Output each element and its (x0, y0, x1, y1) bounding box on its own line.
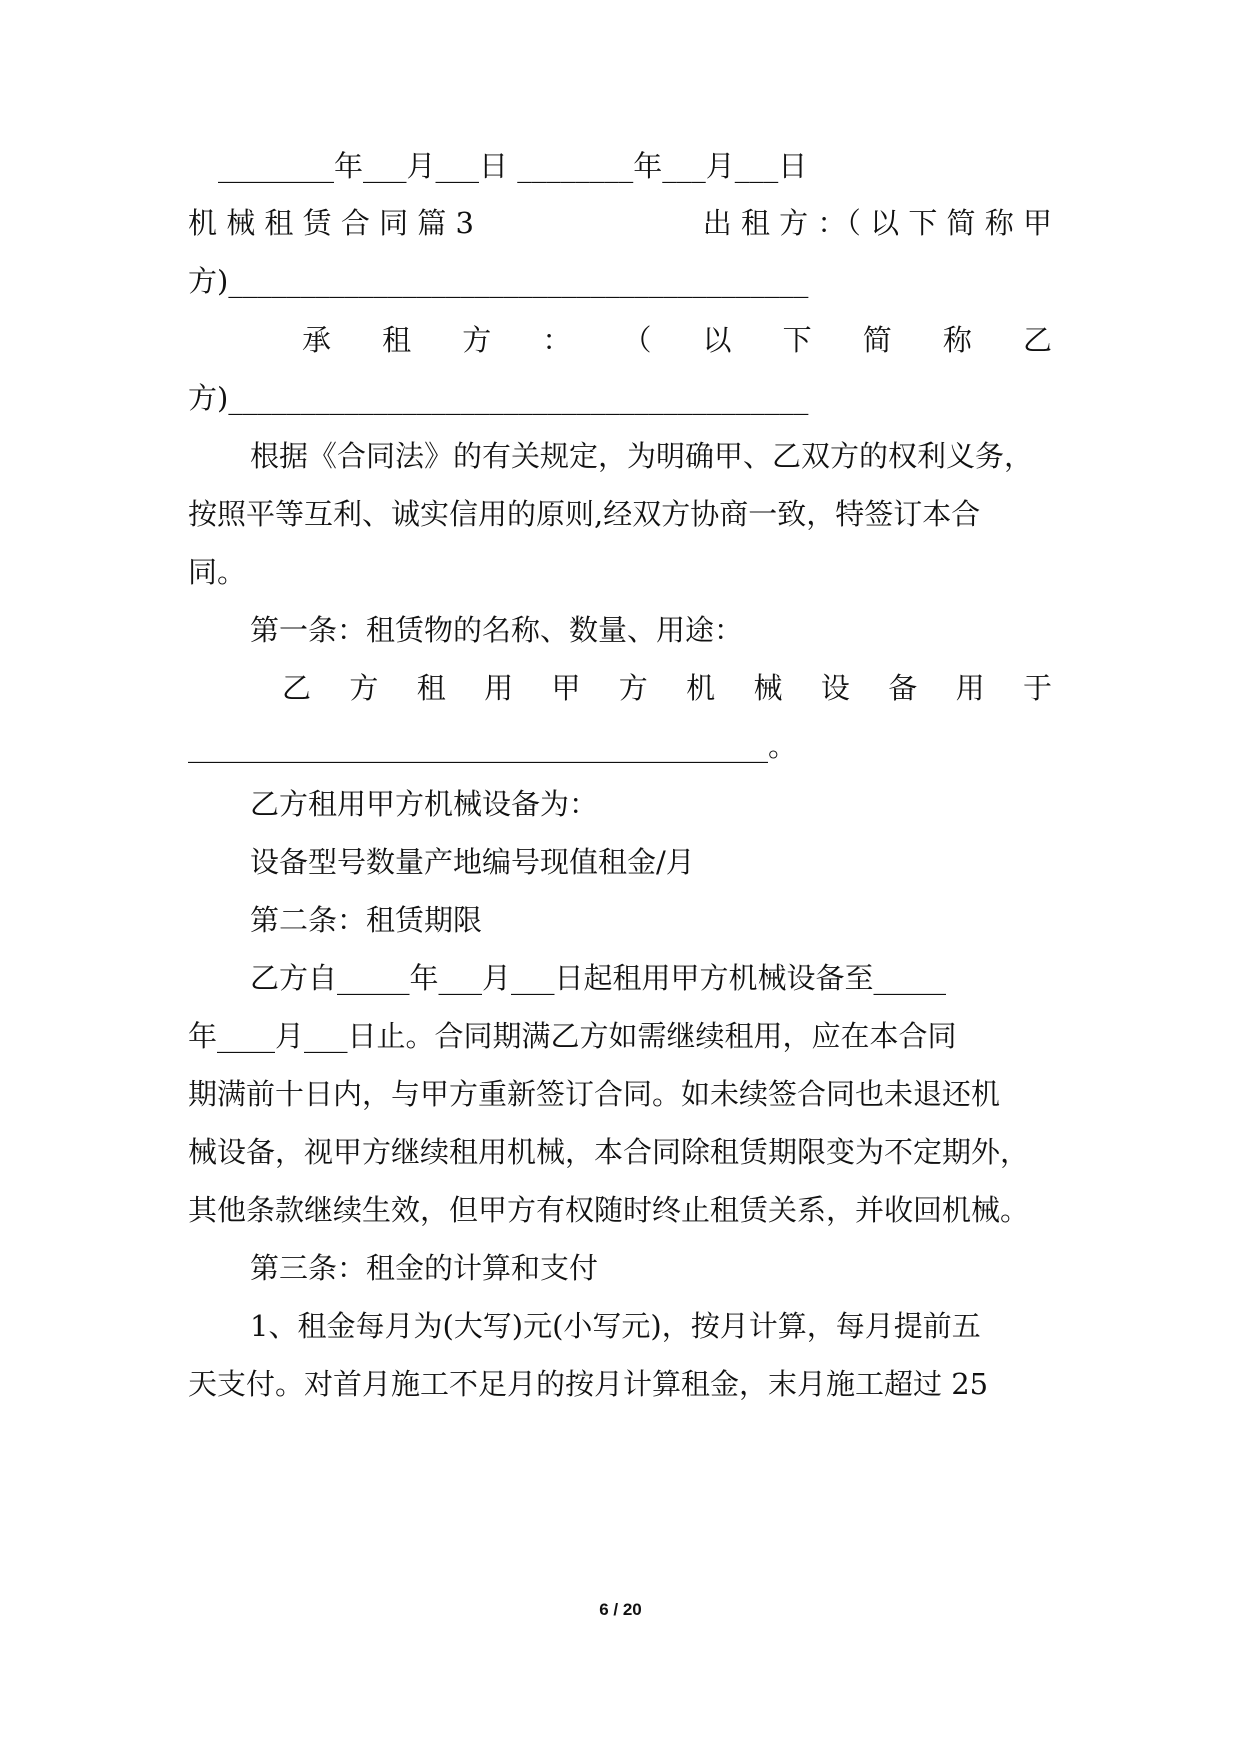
usage-char: 方 (618, 671, 648, 705)
usage-char: 设 (820, 671, 850, 705)
usage-char: 于 (1022, 671, 1052, 705)
date-line: ________年___月___日 ________年___月___日 (218, 149, 808, 183)
page-indicator: 6 / 20 (599, 1600, 642, 1619)
paragraph-line: 同。 (188, 555, 247, 589)
lessee-label-char: 乙 (1022, 323, 1052, 357)
paragraph-line: 根据《合同法》的有关规定，为明确甲、乙双方的权利义务， (250, 439, 1034, 473)
lessee-label-char: 承 (302, 323, 332, 357)
article-3-heading: 第三条：租金的计算和支付 (250, 1251, 599, 1285)
paragraph-line: 其他条款继续生效，但甲方有权随时终止租赁关系，并收回机械。 (188, 1193, 1030, 1227)
paragraph-line: 年____月___日止。合同期满乙方如需继续租用，应在本合同 (188, 1019, 957, 1053)
lessee-blank-line: 方)________________________________________ (188, 381, 809, 415)
contract-title-line (188, 203, 1052, 243)
usage-char: 租 (416, 671, 446, 705)
equipment-columns-line: 设备型号数量产地编号现值租金/月 (250, 845, 695, 879)
paragraph-line: 按照平等互利、诚实信用的原则,经双方协商一致，特签订本合 (188, 497, 981, 531)
paragraph-line: 乙方租用甲方机械设备为： (250, 787, 599, 821)
paragraph-line: 1、租金每月为(大写)元(小写元)，按月计算，每月提前五 (250, 1309, 981, 1343)
contract-title: 机 械 租 赁 合 同 篇 3 (188, 206, 474, 240)
paragraph-line: 天支付。对首月施工不足月的按月计算租金，末月施工超过 25 (188, 1367, 989, 1401)
lessee-label-char: （ (622, 323, 652, 357)
lessee-label-char: 称 (942, 323, 972, 357)
usage-char: 械 (753, 671, 783, 705)
article-1-heading: 第一条：租赁物的名称、数量、用途： (250, 613, 744, 647)
lessee-label-char: ： (542, 323, 572, 357)
lessee-label-line (302, 320, 1052, 360)
lessee-label-char: 租 (382, 323, 412, 357)
lessor-label: 出 租 方 ：（ 以 下 简 称 甲 (702, 206, 1052, 240)
article-2-heading: 第二条：租赁期限 (250, 903, 483, 937)
usage-char: 用 (955, 671, 985, 705)
usage-char: 备 (888, 671, 918, 705)
usage-char: 乙 (282, 671, 312, 705)
lessee-label-char: 以 (702, 323, 732, 357)
usage-char: 机 (686, 671, 716, 705)
paragraph-line: 械设备，视甲方继续租用机械，本合同除租赁期限变为不定期外， (188, 1135, 1030, 1169)
lessee-label-char: 方 (462, 323, 492, 357)
usage-line (282, 668, 1052, 708)
paragraph-line: 乙方自_____年___月___日起租用甲方机械设备至_____ (250, 961, 947, 995)
paragraph-line: 期满前十日内，与甲方重新签订合同。如未续签合同也未退还机 (188, 1077, 1001, 1111)
lessee-label-char: 下 (782, 323, 812, 357)
usage-char: 方 (349, 671, 379, 705)
usage-blank-line: ________________________________________。 (188, 729, 798, 763)
usage-char: 甲 (551, 671, 581, 705)
lessor-blank-line: 方)________________________________________ (188, 264, 809, 298)
usage-char: 用 (484, 671, 514, 705)
lessee-label-char: 简 (862, 323, 892, 357)
